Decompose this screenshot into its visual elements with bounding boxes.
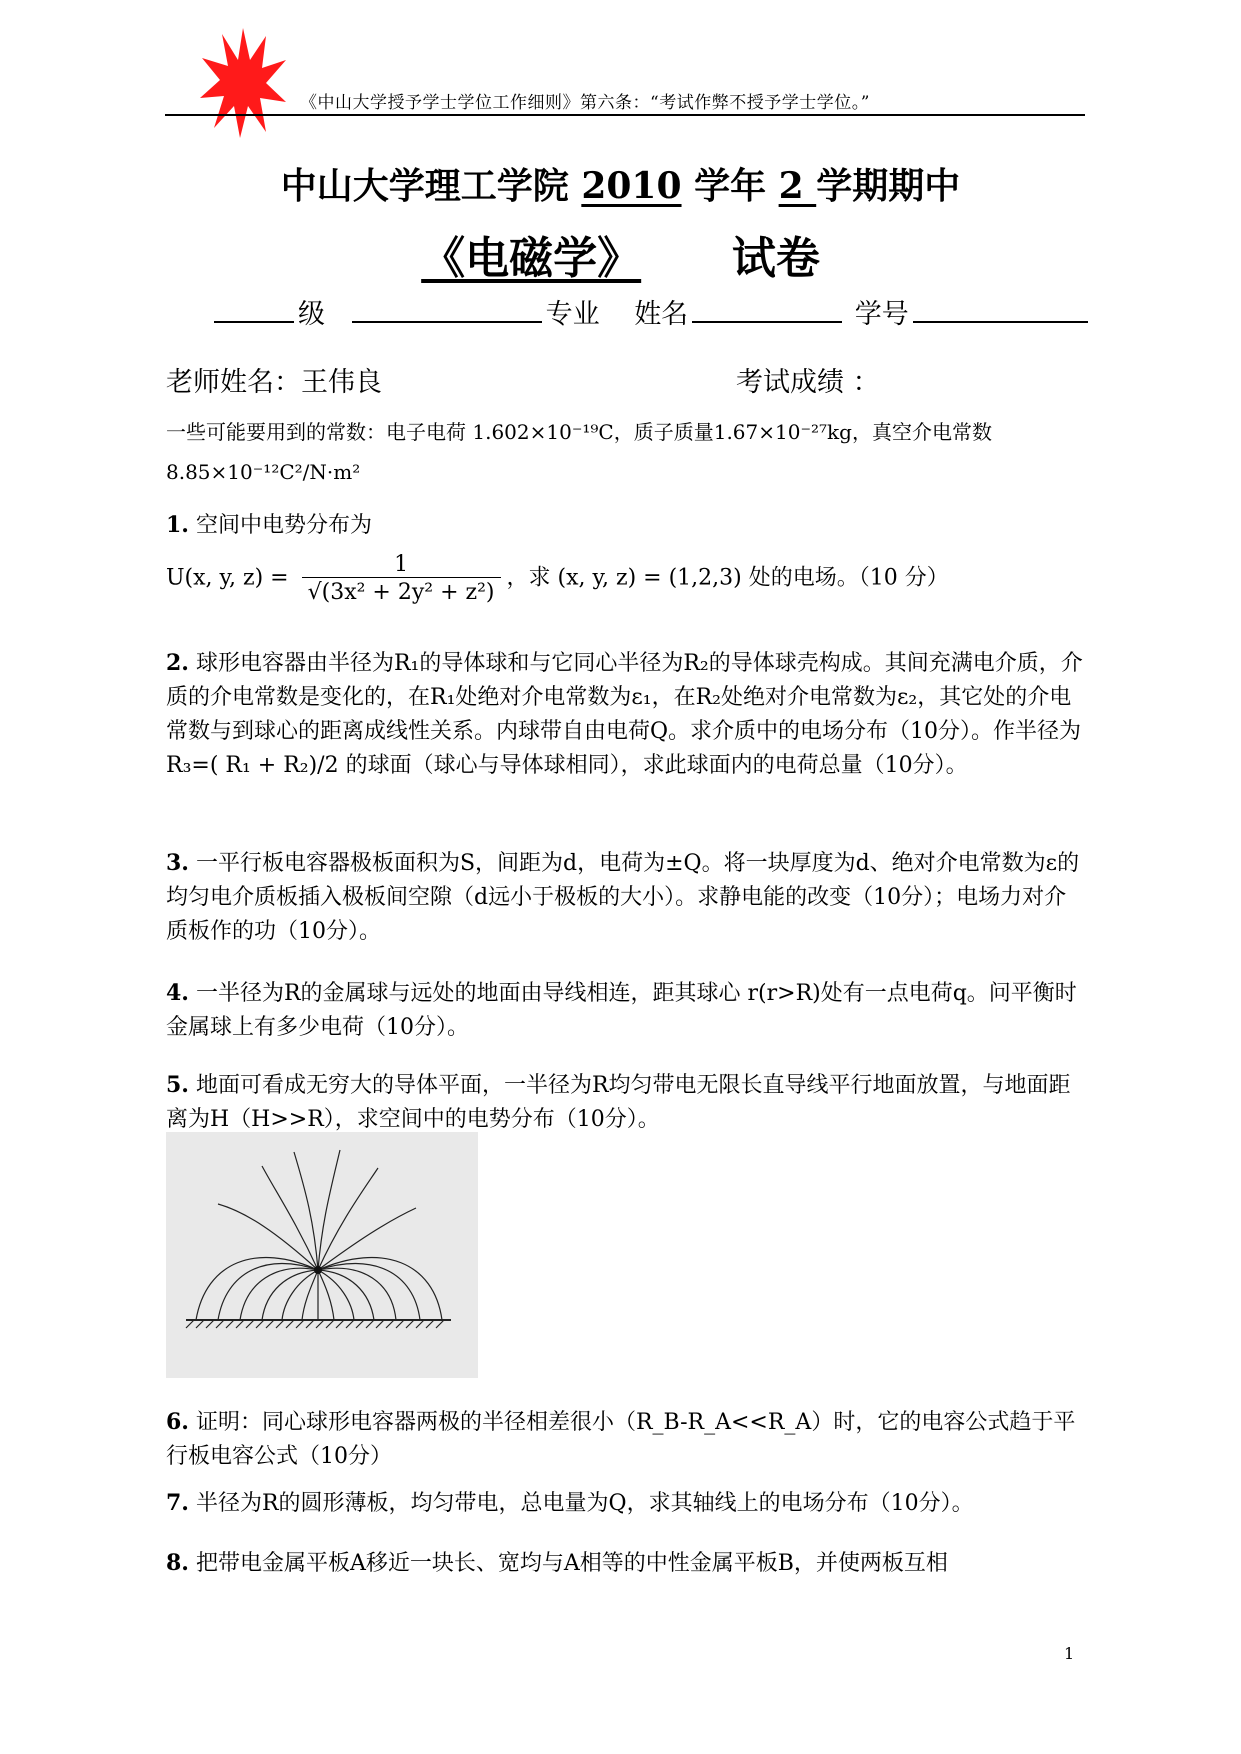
id-blank[interactable]: [913, 295, 1088, 323]
name-blank[interactable]: [692, 295, 842, 323]
page-number: 1: [1064, 1644, 1075, 1663]
id-label: 学号: [854, 299, 909, 330]
header-rule: [165, 114, 1085, 116]
question-4: 4. 一半径为R的金属球与远处的地面由导线相连，距其球心 r(r>R)处有一点电荷q。问平衡时金属球上有多少电荷（10分）。: [166, 980, 1077, 1040]
question-1: 1. 空间中电势分布为: [166, 512, 372, 538]
name-label: 姓名: [634, 299, 689, 330]
header-note: 《中山大学授予学士学位工作细则》第六条：“考试作弊不授予学士学位。”: [300, 93, 870, 113]
question-8: 8. 把带电金属平板A移近一块长、宽均与A相等的中性金属平板B，并使两板互相: [166, 1550, 948, 1576]
major-label: 专业: [545, 299, 600, 330]
student-info-line: [210, 292, 1092, 331]
course-name: 《电磁学》: [421, 233, 642, 284]
constants: [166, 412, 1086, 492]
question-6: 6. 证明：同心球形电容器两极的半径相差很小（R_B-R_A<<R_A）时，它的电容公式趋于平行板电容公式（10分）: [166, 1409, 1076, 1469]
paper-label: 试卷: [731, 233, 820, 284]
constants-line1: 一些可能要用到的常数：电子电荷 1.602×10⁻¹⁹C，质子质量1.67×10⁻²⁷kg，真空介电常数: [166, 420, 992, 444]
question-3: 3. 一平行板电容器极板面积为S，间距为d，电荷为±Q。将一块厚度为d、绝对介电常数为ε的均匀电介质板插入极板间空隙（d远小于极板的大小）。求静电能的改变（10分）；电场力对介质板作的功（10分）。: [166, 850, 1080, 944]
exam-title-line1: 中山大学理工学院 2010 学年 2 学期期中: [280, 165, 961, 207]
grade-blank[interactable]: [214, 295, 294, 323]
question-5: 5. 地面可看成无穷大的导体平面，一半径为R均匀带电无限长直导线平行地面放置，与地面距离为H（H>>R），求空间中的电势分布（10分）。: [166, 1072, 1071, 1132]
field-lines-figure: [166, 1132, 478, 1378]
grade-label: 级: [298, 299, 325, 330]
exam-term: 2: [778, 165, 817, 207]
teacher-name: 王伟良: [301, 367, 382, 398]
question-2: 2. 球形电容器由半径为R₁的导体球和与它同心半径为R₂的导体球壳构成。其间充满电介质，介质的介电常数是变化的，在R₁处绝对介电常数为ε₁，在R₂处绝对介电常数为ε₂，其它处的介电常数与到球心的距离成线性关系。内球带自由电荷Q。求介质中的电场分布（10分）。作半径为R₃=( R₁ + R₂)/2 的球面（球心与导体球相同），求此球面内的电荷总量（10分）。: [166, 650, 1083, 778]
exam-year: 2010: [581, 165, 682, 207]
exam-title-line2: [0, 222, 1241, 286]
constants-line2: 8.85×10⁻¹²C²/N·m²: [166, 460, 361, 484]
teacher-info: 老师姓名：王伟良: [166, 367, 382, 398]
question-7: 7. 半径为R的圆形薄板，均匀带电，总电量为Q，求其轴线上的电场分布（10分）。: [166, 1490, 974, 1516]
major-blank[interactable]: [352, 295, 542, 323]
formula-1: U(x, y, z) = $\frac{1}{\text{√(3x² + 2y² + z²)}}$ ，求 (x, y, z) = (1,2,3) 处的电场。（10 分）: [166, 552, 949, 605]
red-star-icon: [200, 28, 286, 138]
score-label: 考试成绩 ：: [736, 367, 880, 398]
